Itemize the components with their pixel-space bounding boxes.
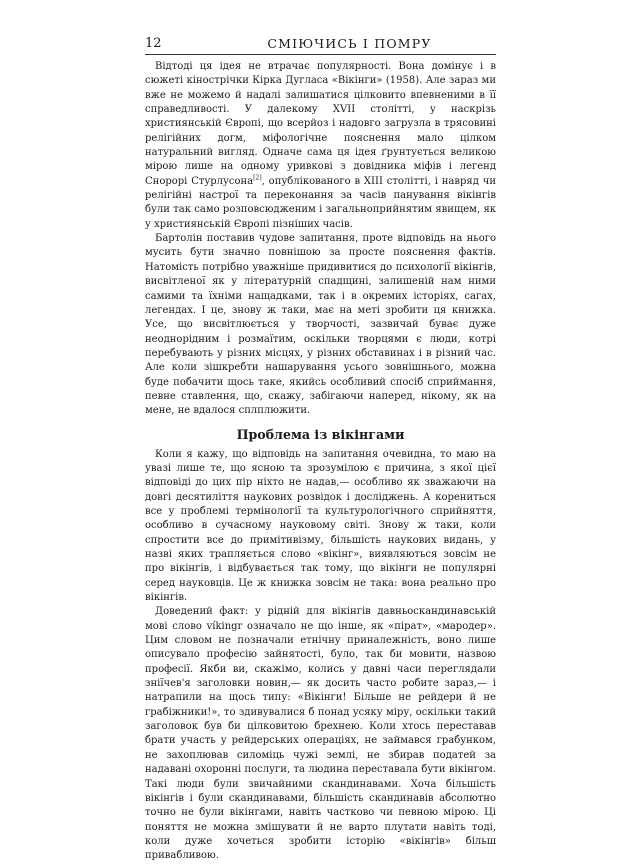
paragraph: Відтоді ця ідея не втрачає популярності. Вона домінує і в сюжеті кінострічки Кірка Дугласа «Вікінги» (1958). Але зараз ми вже не можемо й надалі залишатися цілковито впевненими в її справедливості. У далекому XVII столітті, у наскрізь християнській Європі, що всерйоз і надовго загрузла в трясовині релігійних догм, міфологічне пояснення мало цілком натуральний вигляд. Одначе сама ця ідея ґрунтується великою мірою лише на одному уривкові з довідника міфів і легенд Снорорі Стурлусона[2], опублікованого в XIII столітті, і навряд чи релігійні настрої та переконання за часів панування вікінгів були так само розповсюдженим і загальноприйнятим явищем, як у християнській Європі пізніших часів.: [145, 61, 496, 230]
footnote-reference[interactable]: [2]: [253, 174, 262, 182]
page-header: [145, 36, 496, 56]
header-rule: [145, 54, 496, 55]
running-head: СМІЮЧИСЬ І ПОМРУ: [267, 36, 432, 51]
paragraph: Коли я кажу, що відповідь на запитання очевидна, то маю на увазі лише те, що ясною та зрозумілою є причина, з якої цієї відповіді до цих пір ніхто не надав,— особливо як зважаючи на довгі десятиліття наукових розвідок і досліджень. А корениться все у проблемі термінології та культурологічного сприйняття, особливо в сучасному науковому світі. Знову ж таки, коли спростити все до примітивізму, більшість наукових видань, у назві яких трапляється слово «вікінг», виявляються зовсім не про вікінгів, і відбувається так тому, що вікінги не популярні серед науковців. Це ж книжка зовсім не така: вона реально про вікінгів.: [145, 448, 496, 604]
page-number: 12: [145, 36, 162, 51]
paragraph: Доведений факт: у рідній для вікінгів давньоскандинавській мові слово víkingr означало не що інше, як «пірат», «мародер». Цим словом не позначали етнічну приналежність, воно лише описувало професію зайнятості, було, так би мовити, назвою професії. Якби ви, скажімо, колись у давні часи переглядали зніїчев'я заголовки новин,— як досить часто робите зараз,— і натрапили на щось типу: «Вікінги! Більше не рейдери й не грабіжники!», то здивувалися б понад усяку міру, оскільки такий заголовок був би цілковитою брехнею. Коли хтось переставав брати участь у рейдерських операціях, не займався грабунком, не захоплював силоміць чужі землі, не збирав податей за надавані охоронні послуги, та людина переставала бути вікінгом. Такі люди були звичайними скандинавами. Хоча більшість вікінгів і були скандинавами, більшість скандинавів абсолютно точно не були вікінгами, навіть частково чи певною мірою. Ці поняття не можна змішувати й не варто плутати навіть тоді, коли дуже хочеться зробити історію «вікінгів» більш привабливою.: [145, 606, 496, 862]
paragraph: Бартолін поставив чудове запитання, проте відповідь на нього мусить бути значно повнішою за просте пояснення фактів. Натомість потрібно уважніше придивитися до психології вікінгів, висвітленої як у літературній спадщині, залишеній нам ними самими та їхніми нащадками, так і в окремих історіях, сагах, легендах. І це, знову ж таки, має на меті зробити ця книжка. Усе, що висвітлюється у творчості, зазвичай буває дуже неоднорідним і розмаїтим, оскільки творцями є люди, котрі перебувають у різних місцях, у різних обставинах і в різний час. Але коли зішкребти нашарування усього зовнішнього, можна буде побачити щось таке, якийсь особливий спосіб сприймання, певне ставлення, що, скажу, забігаючи наперед, нікому, як на мене, не вдалося сплплюжити.: [145, 233, 496, 417]
section-heading: Проблема із вікінгами: [236, 426, 405, 442]
body-text: [145, 60, 496, 864]
